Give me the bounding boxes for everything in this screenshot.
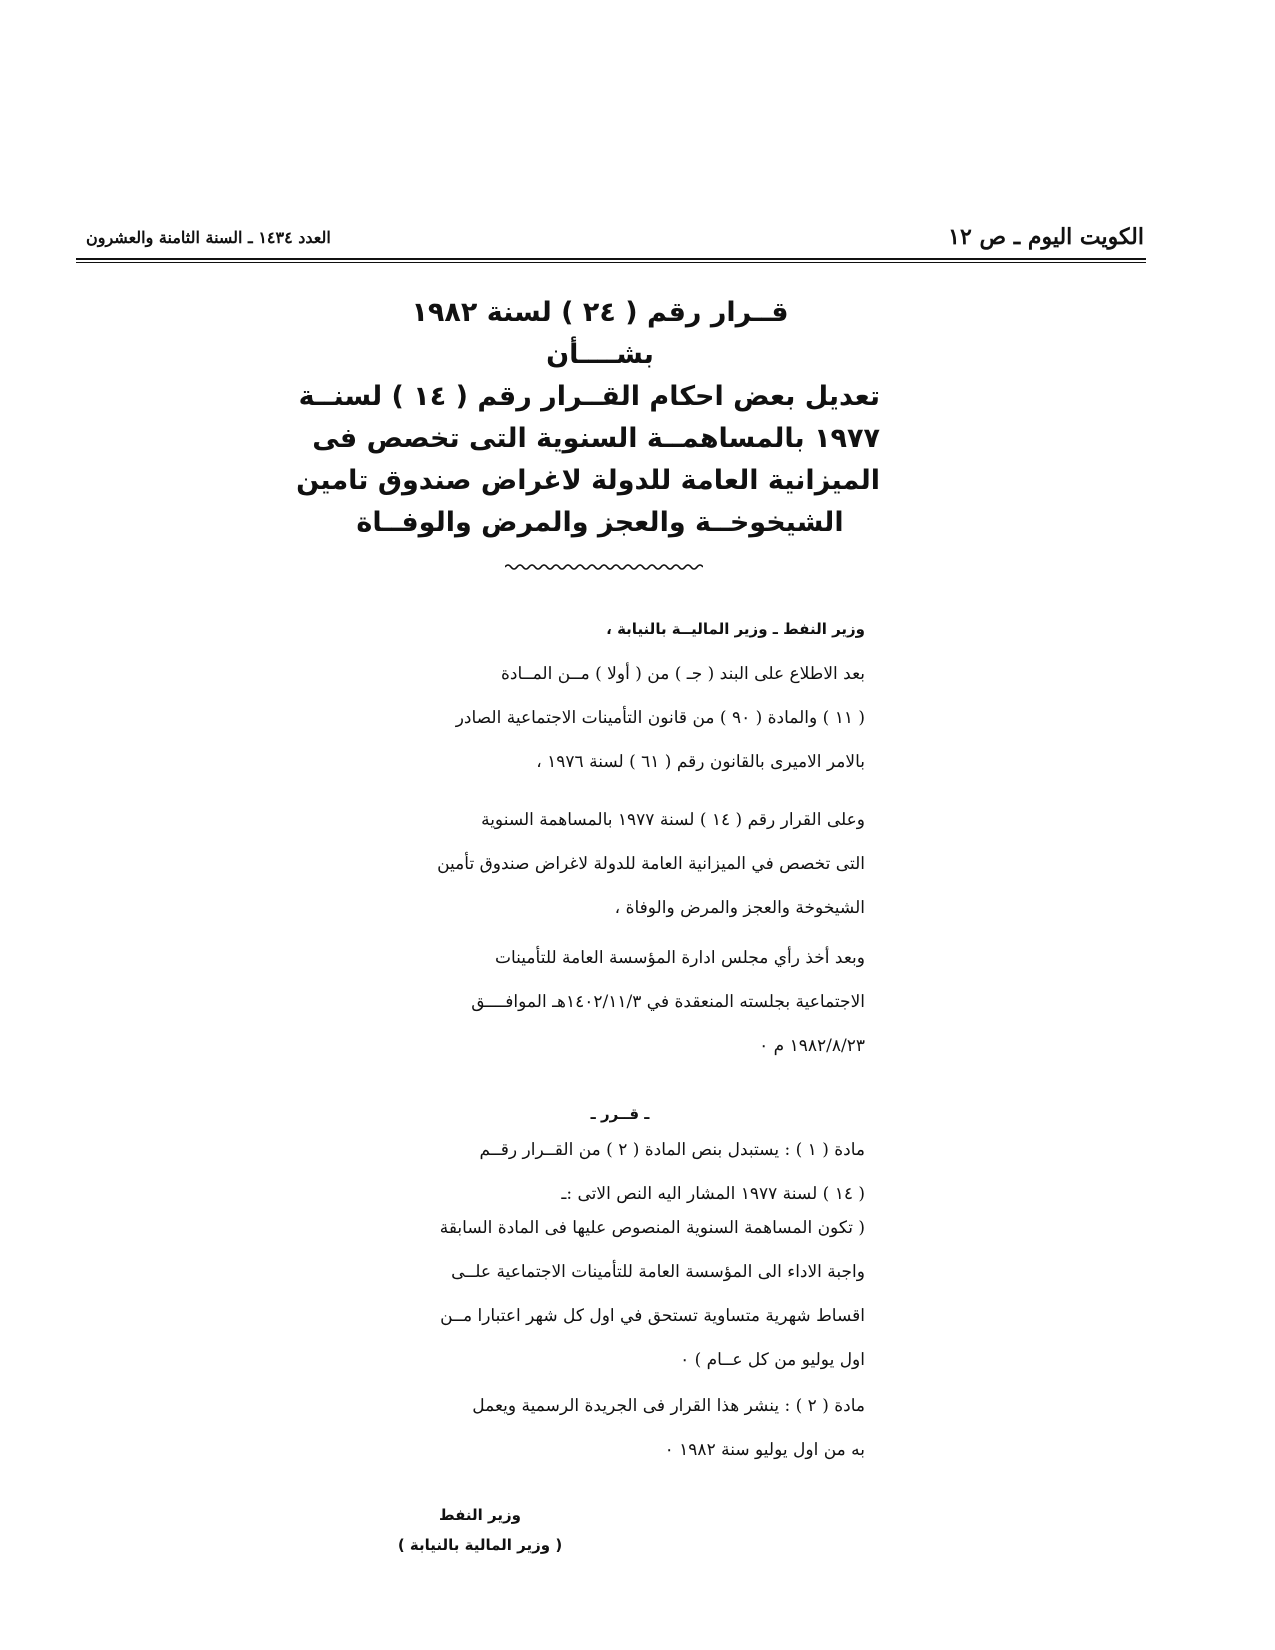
title-line: تعديل بعض احكام القــرار رقم ( ١٤ ) لسنــة — [298, 381, 880, 412]
header-divider — [76, 258, 1146, 263]
article-line: به من اول يوليو سنة ١٩٨٢ ٠ — [664, 1440, 865, 1460]
article-line: اقساط شهرية متساوية تستحق في اول كل شهر اعتبارا مــن — [440, 1306, 865, 1326]
preamble-paragraph-1 — [320, 652, 865, 784]
minister-heading: وزير النفط ـ وزير الماليــة بالنيابة ، — [606, 620, 865, 638]
paragraph-line: بعد الاطلاع على البند ( جـ ) من ( أولا ) مــن المــادة — [500, 664, 865, 684]
article-line: واجبة الاداء الى المؤسسة العامة للتأمينات الاجتماعية علــى — [451, 1262, 865, 1282]
title-line: الشيخوخــة والعجز والمرض والوفــاة — [356, 507, 844, 538]
paragraph-line: وعلى القرار رقم ( ١٤ ) لسنة ١٩٧٧ بالمساهمة السنوية — [481, 810, 865, 830]
paragraph-line: ١٩٨٢/٨/٢٣ م ٠ — [759, 1036, 865, 1056]
title-line: الميزانية العامة للدولة لاغراض صندوق تامين — [296, 465, 880, 496]
paragraph-line: ( ١١ ) والمادة ( ٩٠ ) من قانون التأمينات الاجتماعية الصادر — [455, 708, 865, 728]
issue-label: العدد ١٤٣٤ ـ السنة الثامنة والعشرون — [86, 228, 331, 247]
title-line: بشــــأن — [546, 339, 654, 370]
title-line: قــرار رقم ( ٢٤ ) لسنة ١٩٨٢ — [411, 297, 789, 328]
paragraph-line: الاجتماعية بجلسته المنعقدة في ١٤٠٢/١١/٣هـ الموافــــق — [471, 992, 865, 1012]
article-line: مادة ( ٢ ) : ينشر هذا القرار فى الجريدة الرسمية ويعمل — [472, 1396, 865, 1416]
article-line: اول يوليو من كل عــام ) ٠ — [680, 1350, 865, 1370]
wavy-divider-ornament — [505, 563, 703, 571]
paragraph-line: وبعد أخذ رأي مجلس ادارة المؤسسة العامة للتأمينات — [494, 948, 865, 968]
decision-heading: ـ قــرر ـ — [590, 1105, 650, 1123]
page-header — [72, 222, 1144, 258]
publication-page-label: الكويت اليوم ـ ص ١٢ — [948, 224, 1144, 250]
decision-title — [296, 292, 880, 544]
paragraph-line: الشيخوخة والعجز والمرض والوفاة ، — [614, 898, 865, 918]
article-2 — [320, 1384, 865, 1472]
title-line: ١٩٧٧ بالمساهمــة السنوية التى تخصص فى — [312, 423, 880, 454]
preamble-paragraph-2 — [320, 798, 865, 930]
article-line: ( ١٤ ) لسنة ١٩٧٧ المشار اليه النص الاتى :ـ — [561, 1184, 865, 1204]
article-1 — [320, 1128, 865, 1216]
signature-title: وزير النفط — [439, 1506, 521, 1524]
signature-block — [380, 1500, 580, 1560]
article-line: ( تكون المساهمة السنوية المنصوص عليها فى المادة السابقة — [439, 1218, 865, 1238]
preamble-paragraph-3 — [320, 936, 865, 1068]
paragraph-line: التى تخصص في الميزانية العامة للدولة لاغراض صندوق تأمين — [437, 854, 865, 874]
paragraph-line: بالامر الاميرى بالقانون رقم ( ٦١ ) لسنة ١٩٧٦ ، — [536, 752, 865, 772]
article-1-quoted-text — [320, 1206, 865, 1382]
article-line: مادة ( ١ ) : يستبدل بنص المادة ( ٢ ) من القــرار رقــم — [479, 1140, 865, 1160]
signature-subtitle: ( وزير المالية بالنيابة ) — [397, 1536, 563, 1554]
